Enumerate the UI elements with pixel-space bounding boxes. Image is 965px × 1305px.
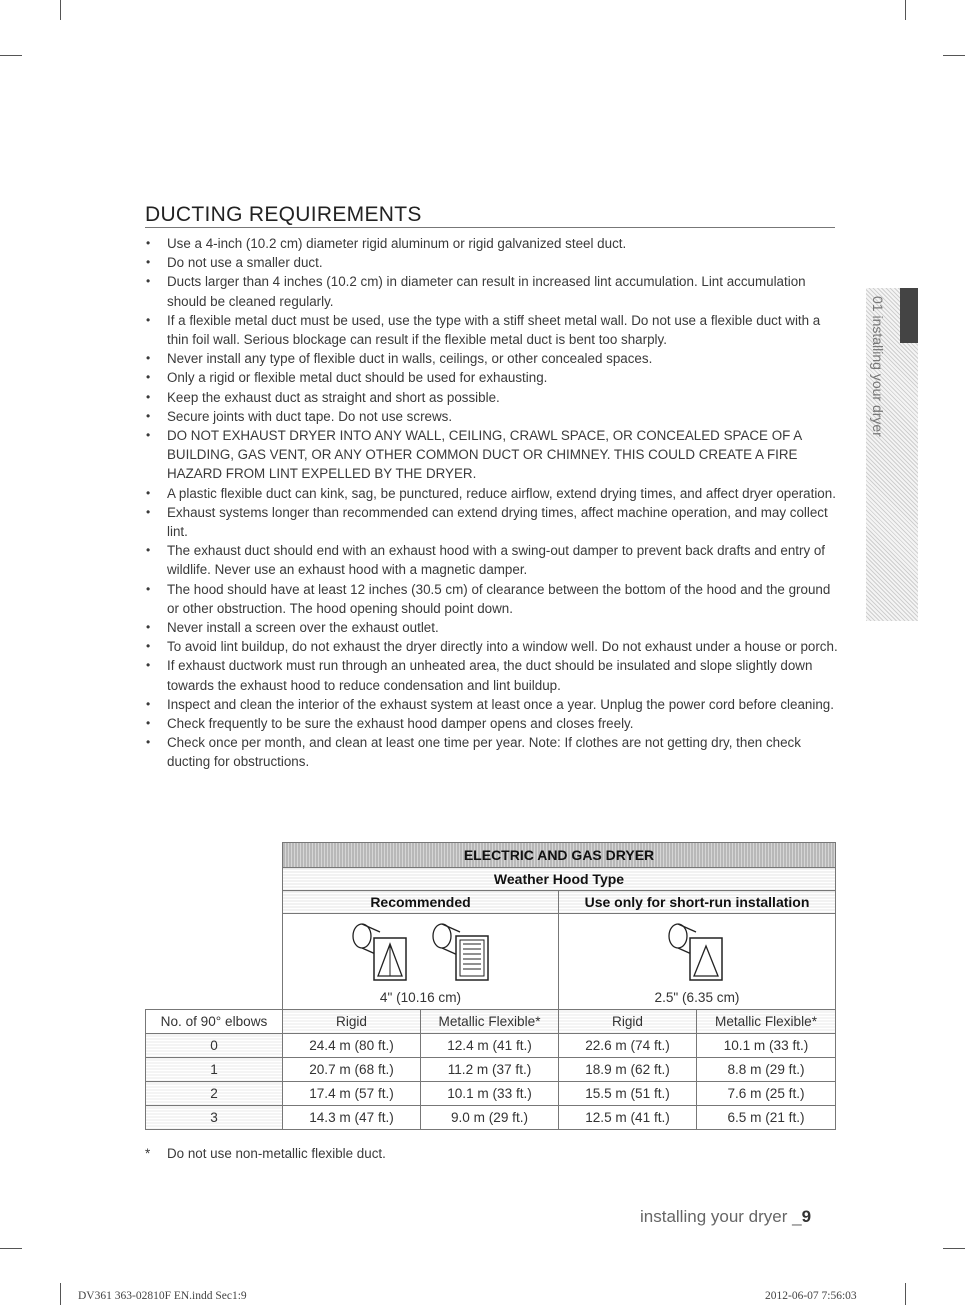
list-item: • A plastic flexible duct can kink, sag, be punctured, reduce airflow, extend drying times, and affect dryer operation. [145, 484, 840, 503]
chapter-tab-marker [900, 288, 918, 343]
requirements-list [145, 234, 840, 772]
crop-mark [0, 55, 22, 56]
table-cell: 24.4 m (80 ft.) [283, 1034, 421, 1058]
page-title: DUCTING REQUIREMENTS [145, 203, 422, 226]
size-label-short-run: 2.5" (6.35 cm) [654, 990, 740, 1005]
list-item: • If exhaust ductwork must run through an unheated area, the duct should be insulated and slope slightly down towards the exhaust hood to reduce condensation and lint buildup. [145, 656, 840, 694]
table-cell: 12.5 m (41 ft.) [559, 1106, 697, 1130]
table-cell: 17.4 m (57 ft.) [283, 1082, 421, 1106]
crop-mark [905, 1283, 906, 1305]
table-cell: 9.0 m (29 ft.) [421, 1106, 559, 1130]
list-item: • The exhaust duct should end with an exhaust hood with a swing-out damper to prevent back drafts and entry of wildlife. Never use an exhaust hood with a magnetic damper. [145, 541, 840, 579]
box-hood-icon [350, 922, 412, 984]
chapter-tab-label: 01 installing your dryer [870, 296, 886, 437]
sub-col-header: Rigid [559, 1010, 697, 1034]
list-item: • If a flexible metal duct must be used, use the type with a stiff sheet metal wall. Do not use a flexible duct with a thin foil wall. Serious blockage can result if the flexible metal duct is bent too sharply. [145, 311, 840, 349]
table-cell: 14.3 m (47 ft.) [283, 1106, 421, 1130]
title-rule [145, 227, 835, 228]
table-cell: 6.5 m (21 ft.) [697, 1106, 836, 1130]
duct-length-table [145, 842, 836, 1130]
footer-label: installing your dryer _ [640, 1207, 802, 1226]
list-item: • Inspect and clean the interior of the exhaust system at least once a year. Unplug the power cord before cleaning. [145, 695, 840, 714]
list-item: • To avoid lint buildup, do not exhaust the dryer directly into a window well. Do not exhaust under a house or porch. [145, 637, 840, 656]
sub-col-header: Metallic Flexible* [421, 1010, 559, 1034]
louvered-hood-icon [430, 922, 492, 984]
table-cell: 22.6 m (74 ft.) [559, 1034, 697, 1058]
elbow-count: 1 [146, 1058, 283, 1082]
elbow-count: 3 [146, 1106, 283, 1130]
table-subheader: Weather Hood Type [283, 868, 836, 891]
list-item: • Check once per month, and clean at least one time per year. Note: If clothes are not getting dry, then check ducting for obstructions. [145, 733, 840, 771]
table-cell: 12.4 m (41 ft.) [421, 1034, 559, 1058]
list-item: • Use a 4-inch (10.2 cm) diameter rigid aluminum or rigid galvanized steel duct. [145, 234, 840, 253]
list-item: • Never install a screen over the exhaust outlet. [145, 618, 840, 637]
list-item: • Exhaust systems longer than recommended can extend drying times, affect machine operation, and may collect lint. [145, 503, 840, 541]
footnote-marker: * [145, 1146, 151, 1161]
table-cell: 10.1 m (33 ft.) [421, 1082, 559, 1106]
col-header-recommended: Recommended [283, 891, 559, 914]
sub-col-header: Rigid [283, 1010, 421, 1034]
list-item: • Never install any type of flexible duct in walls, ceilings, or other concealed spaces. [145, 349, 840, 368]
table-cell: 7.6 m (25 ft.) [697, 1082, 836, 1106]
table-row [146, 1034, 836, 1058]
crop-mark [60, 0, 61, 20]
table-cell: 8.8 m (29 ft.) [697, 1058, 836, 1082]
page-footer [640, 1207, 811, 1227]
col-header-short-run: Use only for short-run installation [559, 891, 836, 914]
page-number: 9 [801, 1207, 812, 1226]
short-run-hood-cell [559, 914, 836, 1010]
sub-col-header: Metallic Flexible* [697, 1010, 836, 1034]
table-cell: 18.9 m (62 ft.) [559, 1058, 697, 1082]
list-item: • The hood should have at least 12 inches (30.5 cm) of clearance between the bottom of the hood and the ground or other obstruction. The hood opening should point down. [145, 580, 840, 618]
list-item: • Keep the exhaust duct as straight and short as possible. [145, 388, 840, 407]
table-cell: 15.5 m (51 ft.) [559, 1082, 697, 1106]
crop-mark [943, 1248, 965, 1249]
crop-mark [943, 55, 965, 56]
list-item: • Ducts larger than 4 inches (10.2 cm) in diameter can result in increased lint accumulation. Lint accumulation should be cleaned regularly. [145, 272, 840, 310]
recommended-hoods-cell [283, 914, 559, 1010]
list-item: • DO NOT EXHAUST DRYER INTO ANY WALL, CEILING, CRAWL SPACE, OR CONCEALED SPACE OF A BUILDING, GAS VENT, OR ANY OTHER COMMON DUCT OR CHIMNEY. THIS COULD CREATE A FIRE HAZARD FROM LINT EXPELLED BY THE DRYER. [145, 426, 840, 484]
list-item: • Only a rigid or flexible metal duct should be used for exhausting. [145, 368, 840, 387]
print-slug-right: 2012-06-07 7:56:03 [765, 1290, 857, 1302]
crop-mark [60, 1283, 61, 1305]
size-label-recommended: 4" (10.16 cm) [379, 990, 462, 1005]
footnote-text: Do not use non-metallic flexible duct. [167, 1146, 386, 1161]
row-header: No. of 90° elbows [146, 1010, 283, 1034]
elbow-count: 2 [146, 1082, 283, 1106]
list-item: • Secure joints with duct tape. Do not use screws. [145, 407, 840, 426]
list-item: • Check frequently to be sure the exhaust hood damper opens and closes freely. [145, 714, 840, 733]
table-cell: 10.1 m (33 ft.) [697, 1034, 836, 1058]
elbow-count: 0 [146, 1034, 283, 1058]
crop-mark [0, 1248, 22, 1249]
table-row [146, 1106, 836, 1130]
list-item: • Do not use a smaller duct. [145, 253, 840, 272]
print-slug-left: DV361 363-02810F EN.indd Sec1:9 [78, 1290, 247, 1302]
crop-mark [905, 0, 906, 20]
table-header: ELECTRIC AND GAS DRYER [283, 843, 836, 868]
footnote [145, 1146, 386, 1161]
table-row [146, 1082, 836, 1106]
table-cell: 11.2 m (37 ft.) [421, 1058, 559, 1082]
table-row [146, 1058, 836, 1082]
angled-hood-icon [666, 922, 728, 984]
table-cell: 20.7 m (68 ft.) [283, 1058, 421, 1082]
